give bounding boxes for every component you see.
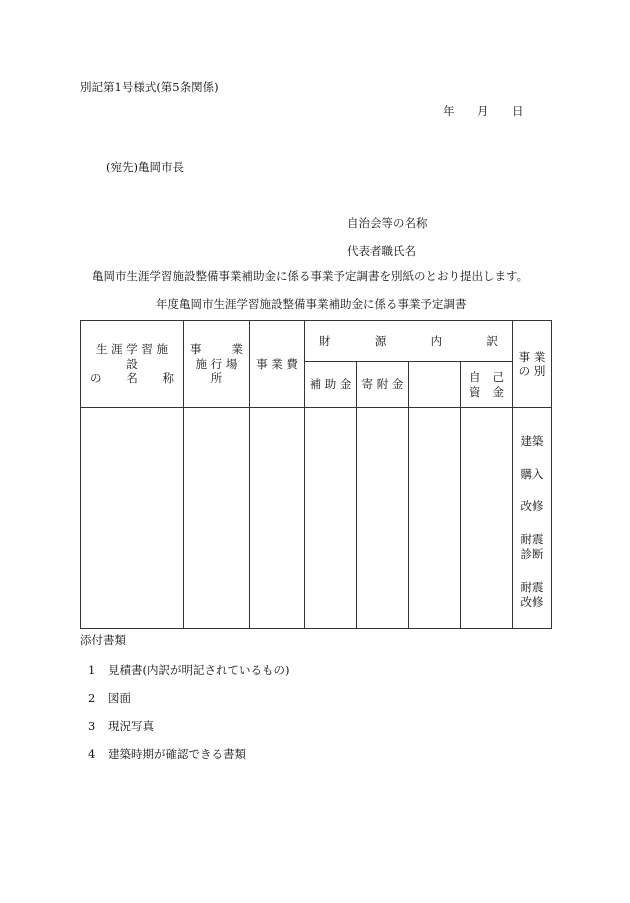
project-type-header: 事 業 の 別 <box>513 321 552 408</box>
facility-name-cell[interactable] <box>81 408 184 629</box>
addressee: (宛先)亀岡市長 <box>106 160 184 174</box>
subsidy-header: 補 助 金 <box>305 362 357 408</box>
form-number: 別記第1号様式(第5条関係) <box>80 80 219 94</box>
subsidy-cell[interactable] <box>305 408 357 629</box>
attachment-item: 4 建築時期が確認できる書類 <box>88 747 246 761</box>
attachments-title: 添付書類 <box>80 633 126 647</box>
org-name-label: 自治会等の名称 <box>347 216 428 230</box>
project-type-option[interactable]: 改修 <box>520 499 544 514</box>
date-day-label: 日 <box>512 104 524 118</box>
attachment-item: 1 見積書(内訳が明記されているもの) <box>88 663 290 677</box>
blank-cell[interactable] <box>409 408 461 629</box>
project-type-option[interactable]: 耐震 診断 <box>520 531 544 562</box>
attachment-item: 3 現況写真 <box>88 719 154 733</box>
donation-header: 寄 附 金 <box>357 362 409 408</box>
blank-header <box>409 362 461 408</box>
project-plan-table <box>80 320 552 629</box>
project-location-header: 事 業 施 行 場 所 <box>184 321 250 408</box>
project-type-cell[interactable] <box>513 408 552 629</box>
date-year-label: 年 <box>443 104 455 118</box>
project-type-option[interactable]: 購入 <box>520 466 544 481</box>
submission-statement: 亀岡市生涯学習施設整備事業補助金に係る事業予定調書を別紙のとおり提出します。 <box>92 269 529 283</box>
project-location-cell[interactable] <box>184 408 250 629</box>
own-funds-cell[interactable] <box>461 408 513 629</box>
representative-label: 代表者職氏名 <box>347 244 416 258</box>
funding-breakdown-header: 財 源 内 訳 <box>305 321 513 362</box>
donation-cell[interactable] <box>357 408 409 629</box>
project-cost-header: 事 業 費 <box>250 321 305 408</box>
own-funds-header: 自 己 資 金 <box>461 362 513 408</box>
project-type-option[interactable]: 建築 <box>520 434 544 448</box>
table-caption: 年度亀岡市生涯学習施設整備事業補助金に係る事業予定調書 <box>156 297 467 311</box>
attachment-item: 2 図面 <box>88 691 131 705</box>
date-month-label: 月 <box>477 104 489 118</box>
project-type-option[interactable]: 耐震 改修 <box>520 579 544 610</box>
facility-name-header: 生 涯 学 習 施 設 の 名 称 <box>81 321 184 408</box>
project-cost-cell[interactable] <box>250 408 305 629</box>
